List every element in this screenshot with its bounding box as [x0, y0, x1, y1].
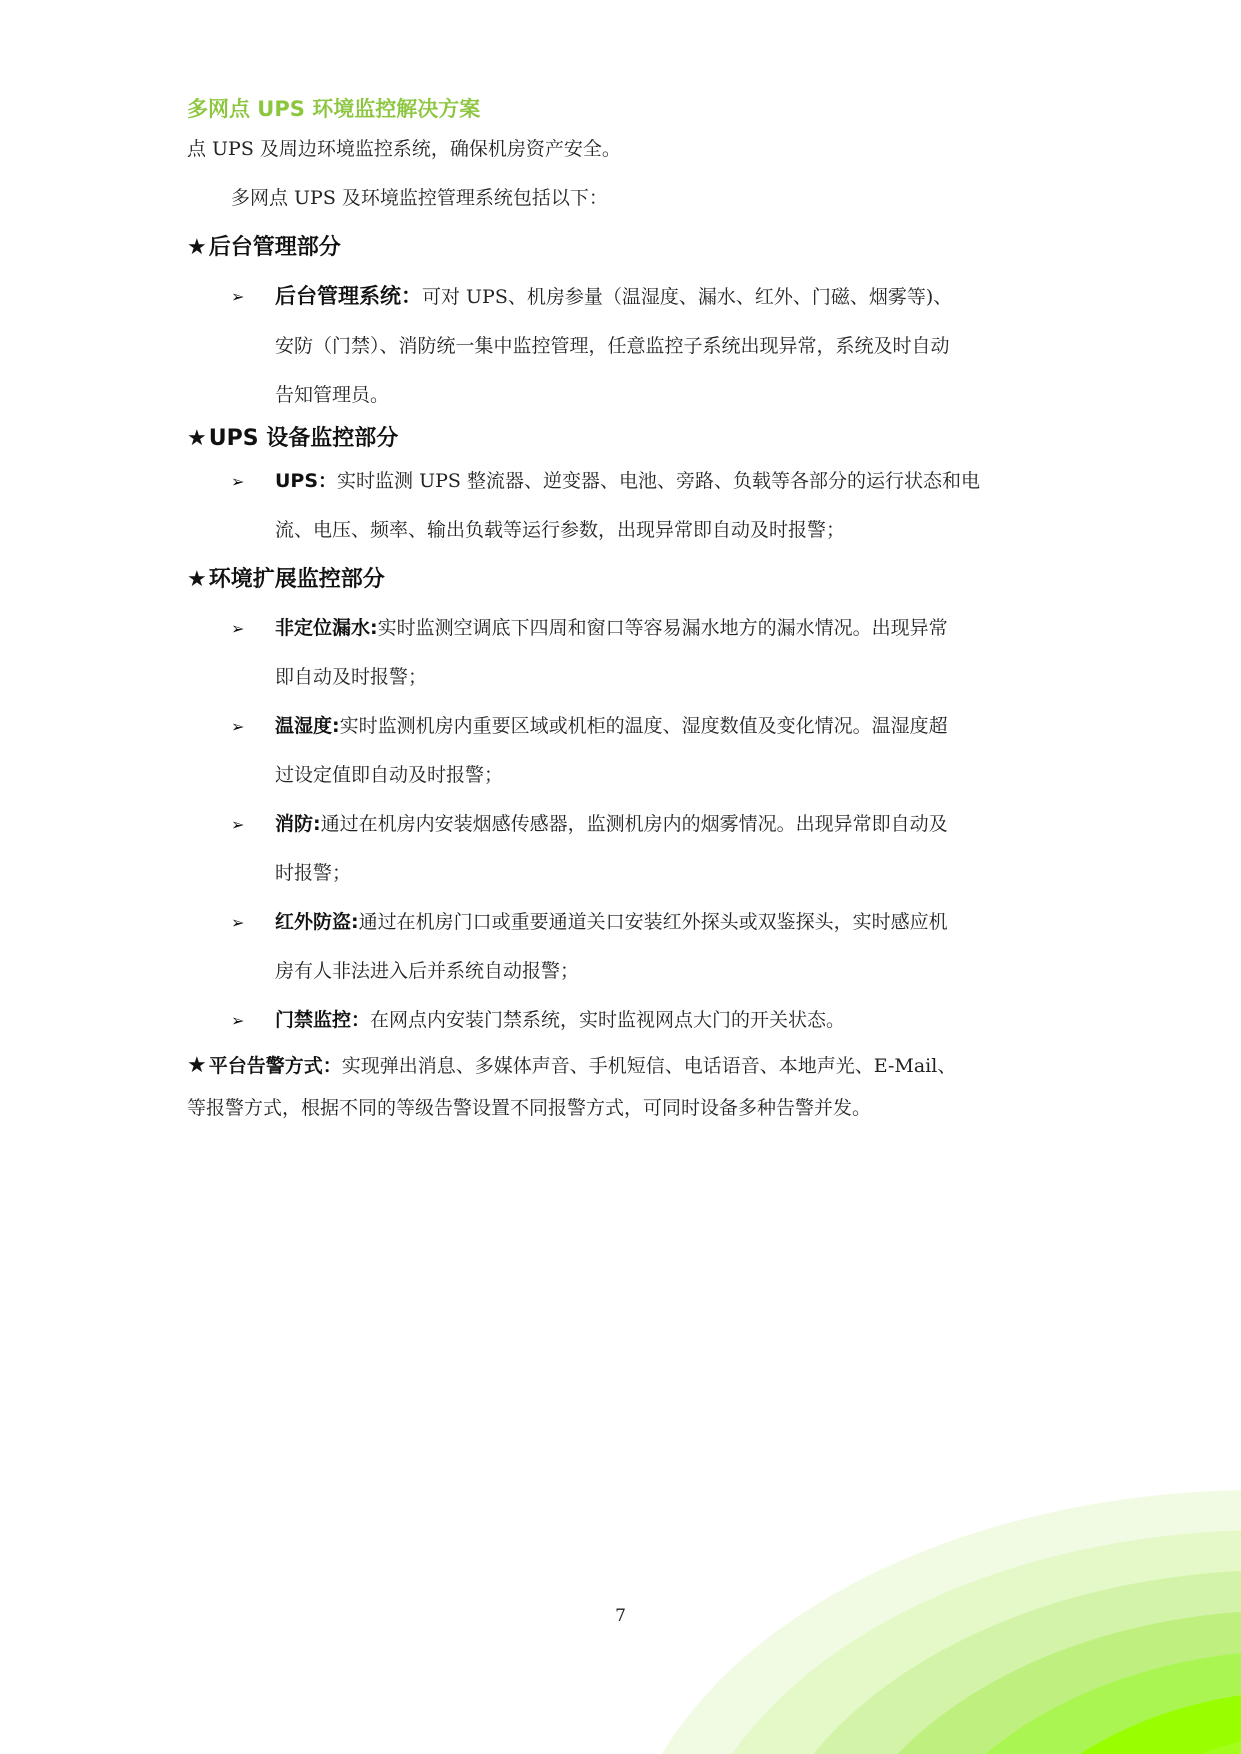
list-item-continuation: 房有人非法进入后并系统自动报警； — [275, 960, 580, 982]
list-item-line — [275, 702, 1052, 751]
list-item-text: 可对 UPS、机房参量（温湿度、漏水、红外、门磁、烟雾等)、 — [422, 286, 953, 308]
star-icon: ★ — [187, 567, 207, 592]
list-item-term: 消防: — [275, 813, 321, 835]
list-item-continuation: 过设定值即自动及时报警； — [275, 764, 504, 786]
section-heading-environment — [187, 555, 1052, 604]
document-title: 多网点 UPS 环境监控解决方案 — [187, 97, 481, 121]
list-item-line — [275, 272, 1052, 322]
arrow-bullet-icon: ➢ — [231, 619, 245, 638]
section-heading-backend — [187, 223, 1052, 272]
list-item-term: 门禁监控： — [275, 1009, 371, 1031]
list-item-line — [275, 800, 1052, 849]
page-number: 7 — [615, 1606, 626, 1626]
list-item-text: 实时监测机房内重要区域或机柜的温度、湿度数值及变化情况。温湿度超 — [339, 715, 948, 737]
list-item-continuation: 流、电压、频率、输出负载等运行参数，出现异常即自动及时报警； — [275, 519, 846, 541]
section-heading-ups — [187, 420, 1052, 457]
alarm-text: 实现弹出消息、多媒体声音、手机短信、电话语音、本地声光、E-Mail、 — [341, 1055, 957, 1077]
arrow-bullet-icon: ➢ — [231, 472, 245, 491]
arrow-bullet-icon: ➢ — [231, 717, 245, 736]
intro-line: 点 UPS 及周边环境监控系统，确保机房资产安全。 — [187, 138, 621, 160]
arrow-bullet-icon: ➢ — [231, 815, 245, 834]
list-item-term: UPS： — [275, 470, 338, 492]
list-item-line — [275, 457, 1052, 506]
list-item-continuation: 即自动及时报警； — [275, 666, 428, 688]
list-item-continuation: 告知管理员。 — [275, 384, 390, 406]
list-item-term: 非定位漏水: — [275, 617, 378, 639]
section-heading-label: 后台管理部分 — [208, 235, 341, 260]
list-item-text: 在网点内安装门禁系统，实时监视网点大门的开关状态。 — [370, 1009, 846, 1031]
alarm-paragraph — [187, 1045, 1052, 1087]
list-item-text: 通过在机房门口或重要通道关口安装红外探头或双鉴探头，实时感应机 — [358, 911, 948, 933]
list-item-term: 红外防盗: — [275, 911, 359, 933]
document-body — [187, 93, 1052, 1129]
star-icon: ★ — [187, 235, 207, 260]
list-item — [187, 604, 1052, 702]
section-heading-label: 环境扩展监控部分 — [208, 567, 385, 592]
list-item — [187, 996, 1052, 1045]
list-item — [187, 702, 1052, 800]
arrow-bullet-icon: ➢ — [231, 913, 245, 932]
section-heading-label: UPS 设备监控部分 — [208, 426, 399, 451]
intro-indented-line: 多网点 UPS 及环境监控管理系统包括以下： — [231, 187, 608, 209]
alarm-term: 平台告警方式： — [208, 1055, 342, 1077]
list-item-continuation: 安防（门禁）、消防统一集中监控管理，任意监控子系统出现异常，系统及时自动 — [275, 335, 950, 357]
list-item-term: 后台管理系统： — [275, 284, 422, 308]
arrow-bullet-icon: ➢ — [231, 287, 245, 306]
alarm-continuation: 等报警方式，根据不同的等级告警设置不同报警方式，可同时设备多种告警并发。 — [187, 1097, 872, 1119]
list-item-line — [275, 604, 1052, 653]
list-item — [187, 272, 1052, 420]
list-item-text: 实时监测空调底下四周和窗口等容易漏水地方的漏水情况。出现异常 — [377, 617, 948, 639]
star-icon: ★ — [187, 426, 207, 451]
list-item — [187, 457, 1052, 555]
list-item-term: 温湿度: — [275, 715, 340, 737]
arrow-bullet-icon: ➢ — [231, 1011, 245, 1030]
list-item — [187, 898, 1052, 996]
list-item-line — [275, 996, 1052, 1045]
list-item — [187, 800, 1052, 898]
list-item-text: 实时监测 UPS 整流器、逆变器、电池、旁路、负载等各部分的运行状态和电 — [337, 470, 980, 492]
list-item-line — [275, 898, 1052, 947]
list-item-text: 通过在机房内安装烟感传感器，监测机房内的烟雾情况。出现异常即自动及 — [320, 813, 948, 835]
star-icon: ★ — [187, 1053, 207, 1078]
list-item-continuation: 时报警； — [275, 862, 352, 884]
